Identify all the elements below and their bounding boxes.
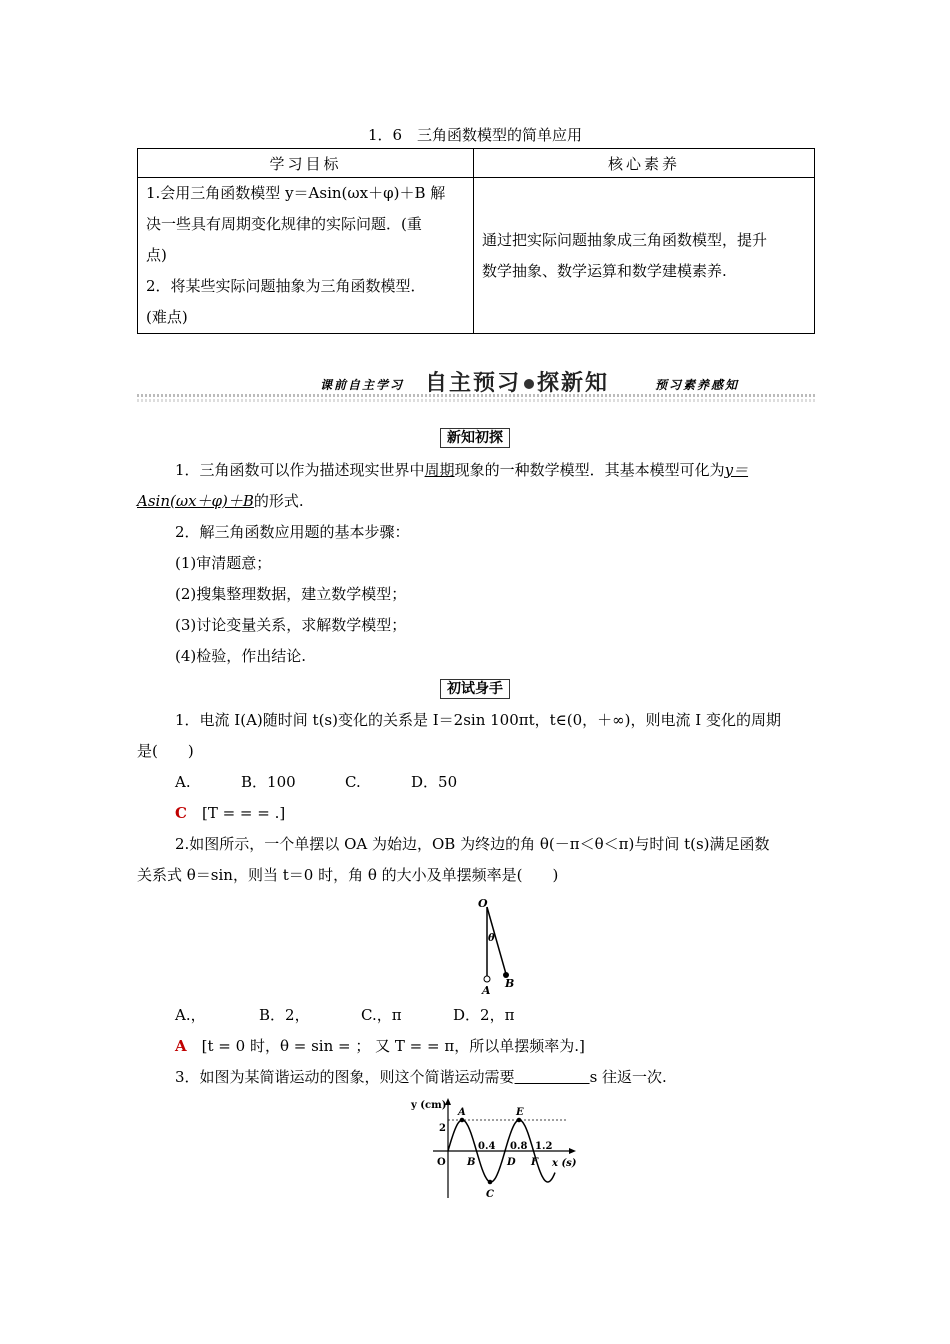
goal-line: 决一些具有周期变化规律的实际问题．(重 <box>146 215 422 233</box>
label-f: F <box>531 1157 539 1168</box>
q2-option-c: C.，π <box>361 1006 402 1024</box>
x-tick-1.2: 1.2 <box>535 1141 553 1152</box>
q2-answer-letter: A <box>175 1037 187 1055</box>
label-a: A <box>458 1107 466 1118</box>
label-theta: θ <box>488 933 495 944</box>
banner-title-a: 自主预习 <box>425 371 522 396</box>
underlined-formula: Asin(ωx＋φ)＋B <box>137 492 254 510</box>
text: 3．如图为某简谐运动的图象，则这个简谐运动需要 <box>175 1068 515 1086</box>
harmonic-motion-chart <box>405 1093 585 1205</box>
label-b: B <box>505 977 515 990</box>
pendulum-point-a <box>484 976 490 982</box>
underlined-formula: y＝ <box>724 461 749 479</box>
y-axis-label: y (cm) <box>411 1100 447 1111</box>
section-new-knowledge-label: 新知初探 <box>440 428 510 448</box>
section-first-try-label: 初试身手 <box>440 679 510 699</box>
point-e <box>517 1118 522 1123</box>
core-literacy-header: 核心素养 <box>474 149 815 178</box>
y-tick-2: 2 <box>439 1123 446 1134</box>
x-axis-arrow <box>569 1148 576 1154</box>
q1-option-a: A. <box>175 773 191 791</box>
q2-option-a: A.， <box>175 1006 206 1024</box>
q2-answer <box>137 1031 815 1062</box>
section-banner <box>137 368 815 408</box>
banner-left-text: 课前自主学习 <box>320 378 405 392</box>
q1-options <box>137 767 815 798</box>
q3-blank <box>515 1068 590 1086</box>
banner-right-text: 预习素养感知 <box>655 378 740 392</box>
banner-title-b: 探新知 <box>537 371 610 396</box>
point-c <box>488 1180 493 1185</box>
label-c: C <box>486 1189 494 1200</box>
goal-line: 2．将某些实际问题抽象为三角函数模型． <box>146 277 426 295</box>
q2-answer-text: [t = 0 时，θ = sin = ； 又 T = = π，所以单摆频率为.] <box>201 1037 585 1055</box>
x-tick-0.8: 0.8 <box>510 1141 528 1152</box>
x-axis-label: x (s) <box>552 1158 577 1169</box>
step-2: (2)搜集整理数据，建立数学模型； <box>175 585 407 603</box>
banner-dot-icon <box>524 379 534 389</box>
q1-answer <box>137 798 815 829</box>
page-title: 1．6 三角函数模型的简单应用 <box>367 126 583 144</box>
learning-goals-header: 学习目标 <box>138 149 474 178</box>
knowledge-point-2: 2．解三角函数应用题的基本步骤： <box>175 523 410 541</box>
q2-options <box>137 1000 815 1031</box>
label-a: A <box>482 984 491 997</box>
point-a <box>460 1118 465 1123</box>
knowledge-point-1-cont <box>137 486 815 517</box>
q1-option-d: D．50 <box>411 773 458 791</box>
q1-option-b: B．100 <box>241 773 296 791</box>
question-2-options <box>137 1000 815 1093</box>
q2-stem-cont: 关系式 θ＝sin，则当 t＝0 时，角 θ 的大小及单摆频率是( ) <box>137 866 559 884</box>
literacy-line: 数学抽象、数学运算和数学建模素养. <box>482 261 727 280</box>
learning-goals-cell <box>138 178 474 334</box>
step-3: (3)讨论变量关系，求解数学模型； <box>175 616 407 634</box>
question-1 <box>137 705 815 891</box>
pendulum-figure <box>460 893 530 998</box>
x-tick-0.4: 0.4 <box>478 1141 496 1152</box>
label-e: E <box>516 1107 524 1118</box>
goals-table <box>137 148 815 334</box>
step-1: (1)审清题意； <box>175 554 272 572</box>
section-new-knowledge <box>0 428 950 448</box>
step-4: (4)检验，作出结论. <box>175 647 307 665</box>
label-b: B <box>467 1157 476 1168</box>
text: s 往返一次. <box>589 1068 667 1086</box>
q2-option-d: D．2，π <box>453 1006 515 1024</box>
banner-title <box>425 366 609 397</box>
text: 现象的一种数学模型．其基本模型可化为 <box>454 461 725 479</box>
q1-answer-letter: C <box>175 804 187 822</box>
knowledge-point-1 <box>137 455 815 486</box>
literacy-line: 通过把实际问题抽象成三角函数模型，提升 <box>482 230 768 249</box>
goal-line: 1.会用三角函数模型 y＝Asin(ωx＋φ)＋B 解 <box>146 184 446 202</box>
q3-stem <box>137 1062 815 1093</box>
text: 1．三角函数可以作为描述现实世界中 <box>175 461 425 479</box>
banner-divider <box>137 399 815 402</box>
label-d: D <box>507 1157 516 1168</box>
section-first-try <box>0 679 950 699</box>
q1-stem: 1．电流 I(A)随时间 t(s)变化的关系是 I＝2sin 100πt，t∈(0，＋∞)，则电流 I 变化的周期 <box>175 711 781 729</box>
origin-label: O <box>437 1157 446 1168</box>
q2-stem: 2.如图所示，一个单摆以 OA 为始边，OB 为终边的角 θ(－π＜θ＜π)与时间 t(s)满足函数 <box>175 835 770 853</box>
label-o: O <box>478 897 488 910</box>
goal-line: 点) <box>146 246 167 264</box>
q2-option-b: B．2， <box>259 1006 310 1024</box>
q1-option-c: C. <box>345 773 361 791</box>
text: 的形式. <box>253 492 304 510</box>
q1-answer-text: [T = = = .] <box>201 804 286 822</box>
q1-stem-cont: 是( ) <box>137 742 194 760</box>
new-knowledge-body <box>137 455 815 672</box>
underlined-term: 周期 <box>424 461 455 479</box>
goal-line: (难点) <box>146 308 188 326</box>
core-literacy-cell <box>474 178 815 334</box>
